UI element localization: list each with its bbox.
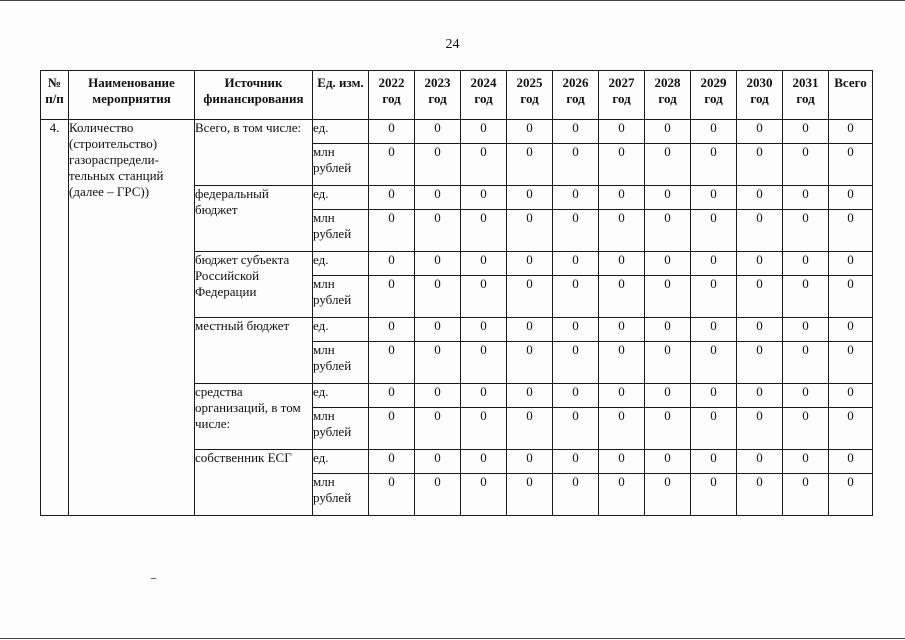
- header-year: 2028 год: [645, 71, 691, 120]
- value-cell: 0: [691, 144, 737, 186]
- value-cell: 0: [737, 318, 783, 342]
- value-cell: 0: [507, 252, 553, 276]
- value-cell: 0: [737, 120, 783, 144]
- value-cell: 0: [599, 474, 645, 516]
- value-cell: 0: [369, 252, 415, 276]
- value-cell: 0: [369, 342, 415, 384]
- header-source: Источник финансирования: [195, 71, 313, 120]
- value-cell: 0: [461, 144, 507, 186]
- value-cell: 0: [461, 342, 507, 384]
- total-cell: 0: [829, 120, 873, 144]
- value-cell: 0: [553, 144, 599, 186]
- unit-cell: млн рублей: [313, 342, 369, 384]
- value-cell: 0: [369, 384, 415, 408]
- source-label: бюджет субъекта Российской Федерации: [195, 252, 313, 318]
- total-cell: 0: [829, 276, 873, 318]
- value-cell: 0: [415, 144, 461, 186]
- value-cell: 0: [645, 210, 691, 252]
- value-cell: 0: [461, 474, 507, 516]
- unit-cell: млн рублей: [313, 144, 369, 186]
- value-cell: 0: [737, 474, 783, 516]
- value-cell: 0: [369, 474, 415, 516]
- value-cell: 0: [783, 120, 829, 144]
- value-cell: 0: [691, 276, 737, 318]
- value-cell: 0: [553, 408, 599, 450]
- source-label: федеральный бюджет: [195, 186, 313, 252]
- value-cell: 0: [369, 450, 415, 474]
- value-cell: 0: [737, 210, 783, 252]
- value-cell: 0: [415, 252, 461, 276]
- value-cell: 0: [691, 252, 737, 276]
- header-year: 2029 год: [691, 71, 737, 120]
- value-cell: 0: [691, 450, 737, 474]
- total-cell: 0: [829, 210, 873, 252]
- unit-cell: ед.: [313, 450, 369, 474]
- value-cell: 0: [691, 408, 737, 450]
- value-cell: 0: [415, 384, 461, 408]
- value-cell: 0: [645, 342, 691, 384]
- value-cell: 0: [783, 408, 829, 450]
- header-year: 2026 год: [553, 71, 599, 120]
- value-cell: 0: [599, 408, 645, 450]
- unit-cell: млн рублей: [313, 276, 369, 318]
- value-cell: 0: [553, 318, 599, 342]
- value-cell: 0: [691, 384, 737, 408]
- value-cell: 0: [415, 186, 461, 210]
- value-cell: 0: [783, 342, 829, 384]
- value-cell: 0: [599, 384, 645, 408]
- value-cell: 0: [737, 408, 783, 450]
- item-number: 4.: [41, 120, 69, 516]
- total-cell: 0: [829, 252, 873, 276]
- value-cell: 0: [783, 276, 829, 318]
- value-cell: 0: [461, 450, 507, 474]
- unit-cell: млн рублей: [313, 474, 369, 516]
- value-cell: 0: [461, 120, 507, 144]
- value-cell: 0: [461, 276, 507, 318]
- header-row: [41, 71, 873, 120]
- source-label: собственник ЕСГ: [195, 450, 313, 516]
- value-cell: 0: [507, 276, 553, 318]
- value-cell: 0: [415, 450, 461, 474]
- value-cell: 0: [645, 474, 691, 516]
- financing-table: [40, 70, 873, 516]
- scan-speck: [151, 578, 156, 579]
- unit-cell: ед.: [313, 384, 369, 408]
- unit-cell: ед.: [313, 120, 369, 144]
- value-cell: 0: [553, 450, 599, 474]
- value-cell: 0: [783, 384, 829, 408]
- value-cell: 0: [369, 120, 415, 144]
- value-cell: 0: [461, 186, 507, 210]
- value-cell: 0: [737, 450, 783, 474]
- value-cell: 0: [369, 276, 415, 318]
- total-cell: 0: [829, 474, 873, 516]
- header-year: 2031 год: [783, 71, 829, 120]
- header-year: 2023 год: [415, 71, 461, 120]
- value-cell: 0: [737, 384, 783, 408]
- value-cell: 0: [599, 252, 645, 276]
- header-total: Всего: [829, 71, 873, 120]
- header-year: 2024 год: [461, 71, 507, 120]
- scan-edge-top: [0, 0, 905, 1]
- value-cell: 0: [645, 276, 691, 318]
- value-cell: 0: [691, 318, 737, 342]
- value-cell: 0: [553, 186, 599, 210]
- header-year: 2025 год: [507, 71, 553, 120]
- value-cell: 0: [783, 474, 829, 516]
- value-cell: 0: [415, 120, 461, 144]
- value-cell: 0: [553, 474, 599, 516]
- value-cell: 0: [507, 186, 553, 210]
- unit-cell: ед.: [313, 318, 369, 342]
- value-cell: 0: [507, 408, 553, 450]
- value-cell: 0: [599, 210, 645, 252]
- value-cell: 0: [507, 144, 553, 186]
- value-cell: 0: [737, 144, 783, 186]
- value-cell: 0: [645, 384, 691, 408]
- value-cell: 0: [599, 186, 645, 210]
- value-cell: 0: [691, 210, 737, 252]
- value-cell: 0: [783, 210, 829, 252]
- total-cell: 0: [829, 408, 873, 450]
- value-cell: 0: [415, 276, 461, 318]
- value-cell: 0: [645, 252, 691, 276]
- item-name: Количество (строительство) газораспредели-тельных станций (далее – ГРС)): [69, 120, 195, 516]
- source-label: Всего, в том числе:: [195, 120, 313, 186]
- value-cell: 0: [553, 384, 599, 408]
- unit-cell: млн рублей: [313, 210, 369, 252]
- total-cell: 0: [829, 384, 873, 408]
- value-cell: 0: [599, 318, 645, 342]
- unit-cell: ед.: [313, 186, 369, 210]
- total-cell: 0: [829, 342, 873, 384]
- value-cell: 0: [507, 342, 553, 384]
- value-cell: 0: [415, 474, 461, 516]
- value-cell: 0: [461, 384, 507, 408]
- value-cell: 0: [599, 276, 645, 318]
- value-cell: 0: [461, 408, 507, 450]
- value-cell: 0: [553, 252, 599, 276]
- value-cell: 0: [507, 210, 553, 252]
- value-cell: 0: [645, 120, 691, 144]
- value-cell: 0: [783, 186, 829, 210]
- value-cell: 0: [645, 408, 691, 450]
- value-cell: 0: [645, 450, 691, 474]
- value-cell: 0: [599, 144, 645, 186]
- value-cell: 0: [783, 144, 829, 186]
- header-year: 2030 год: [737, 71, 783, 120]
- value-cell: 0: [737, 186, 783, 210]
- unit-cell: млн рублей: [313, 408, 369, 450]
- value-cell: 0: [369, 318, 415, 342]
- value-cell: 0: [461, 210, 507, 252]
- value-cell: 0: [645, 186, 691, 210]
- value-cell: 0: [415, 318, 461, 342]
- value-cell: 0: [783, 450, 829, 474]
- value-cell: 0: [599, 120, 645, 144]
- header-year: 2027 год: [599, 71, 645, 120]
- page-number: 24: [445, 37, 460, 52]
- total-cell: 0: [829, 318, 873, 342]
- value-cell: 0: [553, 210, 599, 252]
- value-cell: 0: [737, 252, 783, 276]
- value-cell: 0: [645, 144, 691, 186]
- value-cell: 0: [553, 342, 599, 384]
- value-cell: 0: [691, 342, 737, 384]
- scan-edge-bottom: [0, 638, 905, 639]
- value-cell: 0: [553, 276, 599, 318]
- value-cell: 0: [369, 408, 415, 450]
- value-cell: 0: [415, 342, 461, 384]
- source-label: местный бюджет: [195, 318, 313, 384]
- value-cell: 0: [369, 144, 415, 186]
- value-cell: 0: [737, 276, 783, 318]
- table-row: [41, 120, 873, 144]
- value-cell: 0: [415, 210, 461, 252]
- value-cell: 0: [737, 342, 783, 384]
- header-unit: Ед. изм.: [313, 71, 369, 120]
- unit-cell: ед.: [313, 252, 369, 276]
- value-cell: 0: [369, 186, 415, 210]
- value-cell: 0: [507, 120, 553, 144]
- value-cell: 0: [369, 210, 415, 252]
- value-cell: 0: [783, 252, 829, 276]
- value-cell: 0: [691, 186, 737, 210]
- value-cell: 0: [415, 408, 461, 450]
- source-label: средства организаций, в том числе:: [195, 384, 313, 450]
- value-cell: 0: [461, 252, 507, 276]
- value-cell: 0: [599, 450, 645, 474]
- total-cell: 0: [829, 450, 873, 474]
- value-cell: 0: [599, 342, 645, 384]
- header-name: Наименование мероприятия: [69, 71, 195, 120]
- value-cell: 0: [507, 474, 553, 516]
- header-year: 2022 год: [369, 71, 415, 120]
- value-cell: 0: [507, 450, 553, 474]
- header-number: № п/п: [41, 71, 69, 120]
- value-cell: 0: [645, 318, 691, 342]
- value-cell: 0: [507, 384, 553, 408]
- value-cell: 0: [783, 318, 829, 342]
- total-cell: 0: [829, 144, 873, 186]
- value-cell: 0: [691, 120, 737, 144]
- value-cell: 0: [691, 474, 737, 516]
- value-cell: 0: [553, 120, 599, 144]
- value-cell: 0: [461, 318, 507, 342]
- total-cell: 0: [829, 186, 873, 210]
- value-cell: 0: [507, 318, 553, 342]
